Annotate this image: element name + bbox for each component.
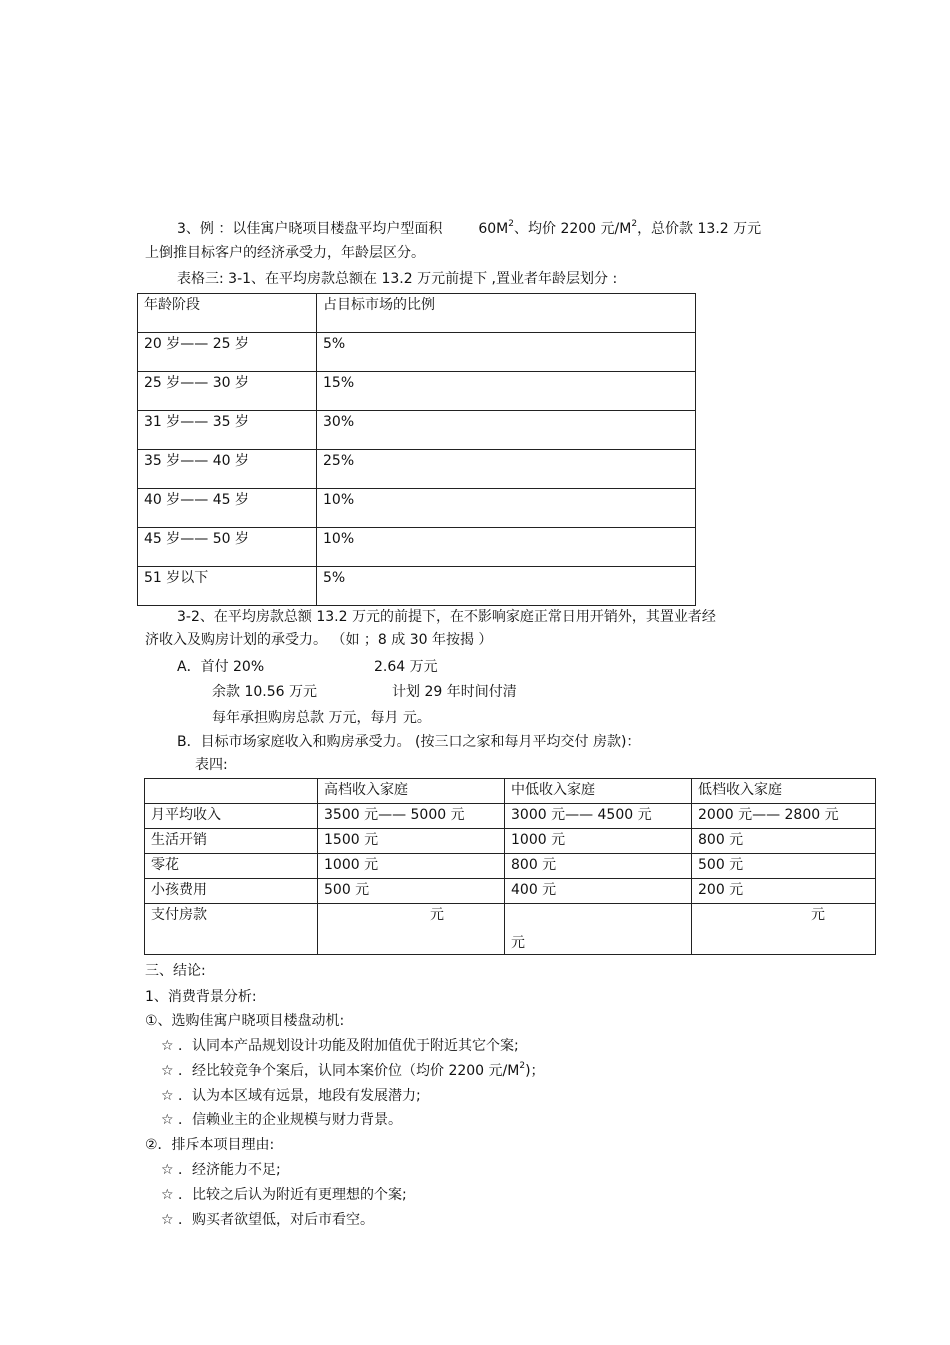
row-label: 零花 — [145, 854, 318, 879]
row-label: 生活开销 — [145, 829, 318, 854]
table-row — [145, 804, 876, 829]
table-cell: 2000 元—— 2800 元 — [692, 804, 876, 829]
table-header-row — [138, 294, 696, 333]
superscript: 2 — [631, 219, 638, 229]
table-cell: 3000 元—— 4500 元 — [505, 804, 692, 829]
ratio-cell: 15% — [317, 372, 696, 411]
example-line-2: 上倒推目标客户的经济承受力，年龄层区分。 — [145, 245, 425, 261]
superscript: 2 — [508, 219, 514, 229]
ratio-cell: 10% — [317, 489, 696, 528]
motive-title: ①、选购佳寓户晓项目楼盘动机: — [145, 1013, 345, 1029]
motive-item: ☆ ．信赖业主的企业规模与财力背景。 — [161, 1112, 402, 1128]
ratio-cell: 10% — [317, 528, 696, 567]
table-header-cell: 中低收入家庭 — [505, 779, 692, 804]
table-row — [145, 904, 876, 955]
plan-a-down-amount: 2.64 万元 — [374, 659, 438, 675]
reject-title: ②．排斥本项目理由: — [145, 1137, 275, 1153]
age-cell: 35 岁—— 40 岁 — [138, 450, 317, 489]
income-table — [144, 778, 876, 955]
pay-cell-high — [318, 904, 505, 955]
table-row — [145, 879, 876, 904]
superscript: 2 — [519, 1061, 526, 1071]
pay-cell-low — [692, 904, 876, 955]
ratio-cell: 30% — [317, 411, 696, 450]
pay-unit: 元 — [430, 907, 444, 923]
table-cell: 800 元 — [692, 829, 876, 854]
age-cell: 31 岁—— 35 岁 — [138, 411, 317, 450]
table-cell: 400 元 — [505, 879, 692, 904]
table-row — [145, 829, 876, 854]
reject-item: ☆ ．购买者欲望低，对后市看空。 — [161, 1212, 375, 1228]
example-area: 60M — [478, 221, 509, 237]
table-cell: 1000 元 — [318, 854, 505, 879]
para32-line-1: 3-2、在平均房款总额 13.2 万元的前提下，在不影响家庭正常日用开销外，其置业者经 — [177, 609, 716, 625]
para32-line-2: 济收入及购房计划的承受力。 （如 ；8 成 30 年按揭 ） — [145, 632, 493, 648]
ratio-cell: 5% — [317, 333, 696, 372]
motive-item — [161, 1062, 545, 1080]
plan-a-label: A．首付 20% — [177, 659, 265, 675]
table-row — [138, 372, 696, 411]
age-cell: 51 岁以下 — [138, 567, 317, 606]
example-total: ，总价款 13.2 万元 — [637, 221, 762, 237]
table-header-cell: 高档收入家庭 — [318, 779, 505, 804]
row-label: 支付房款 — [145, 904, 318, 955]
plan-a-schedule: 计划 29 年时间付清 — [392, 684, 517, 700]
table-cell: 500 元 — [318, 879, 505, 904]
table-cell: 200 元 — [692, 879, 876, 904]
motive-item: ☆ ．认为本区域有远景，地段有发展潜力; — [161, 1088, 421, 1104]
age-cell: 45 岁—— 50 岁 — [138, 528, 317, 567]
motive-item: ☆ ．认同本产品规划设计功能及附加值优于附近其它个案; — [161, 1038, 519, 1054]
pay-unit: 元 — [811, 907, 825, 923]
table-row — [138, 489, 696, 528]
table-header-cell — [145, 779, 318, 804]
plan-b-label: B．目标市场家庭收入和购房承受力。 (按三口之家和每月平均交付 房款)： — [177, 734, 641, 750]
age-distribution-table — [137, 293, 696, 606]
row-label: 月平均收入 — [145, 804, 318, 829]
example-prefix: 3、例 ：以佳寓户晓项目楼盘平均户型面积 — [177, 221, 443, 237]
example-line-1 — [177, 220, 761, 238]
table-header-cell: 占目标市场的比例 — [317, 294, 696, 333]
reject-item: ☆ ．经济能力不足; — [161, 1162, 281, 1178]
table-header-row — [145, 779, 876, 804]
motive-text: ☆ ．经比较竞争个案后，认同本案价位（均价 2200 元/M — [161, 1063, 520, 1079]
age-cell: 40 岁—— 45 岁 — [138, 489, 317, 528]
table-row — [138, 411, 696, 450]
pay-cell-mid — [505, 904, 692, 955]
table-row — [138, 333, 696, 372]
table-row — [138, 450, 696, 489]
table-header-cell: 年龄阶段 — [138, 294, 317, 333]
age-cell: 20 岁—— 25 岁 — [138, 333, 317, 372]
table-row — [138, 567, 696, 606]
ratio-cell: 25% — [317, 450, 696, 489]
row-label: 小孩费用 — [145, 879, 318, 904]
consumption-background-title: 1、消费背景分析: — [145, 989, 257, 1005]
reject-item: ☆ ．比较之后认为附近有更理想的个案; — [161, 1187, 407, 1203]
table3-title: 表格三: 3-1、在平均房款总额在 13.2 万元前提下 ,置业者年龄层划分 : — [177, 271, 618, 287]
age-cell: 25 岁—— 30 岁 — [138, 372, 317, 411]
conclusion-title: 三、结论: — [145, 963, 206, 979]
table-cell: 800 元 — [505, 854, 692, 879]
table-row — [145, 854, 876, 879]
table-header-cell: 低档收入家庭 — [692, 779, 876, 804]
table-row — [138, 528, 696, 567]
motive-tail: )； — [525, 1063, 545, 1079]
pay-unit: 元 — [511, 935, 525, 951]
ratio-cell: 5% — [317, 567, 696, 606]
table-cell: 500 元 — [692, 854, 876, 879]
table-cell: 1000 元 — [505, 829, 692, 854]
table4-title: 表四: — [195, 757, 228, 773]
table-cell: 3500 元—— 5000 元 — [318, 804, 505, 829]
table-cell: 1500 元 — [318, 829, 505, 854]
plan-a-balance: 余款 10.56 万元 — [212, 684, 317, 700]
plan-a-yearly: 每年承担购房总款 万元，每月 元。 — [212, 710, 431, 726]
example-price: 、均价 2200 元/M — [514, 221, 632, 237]
